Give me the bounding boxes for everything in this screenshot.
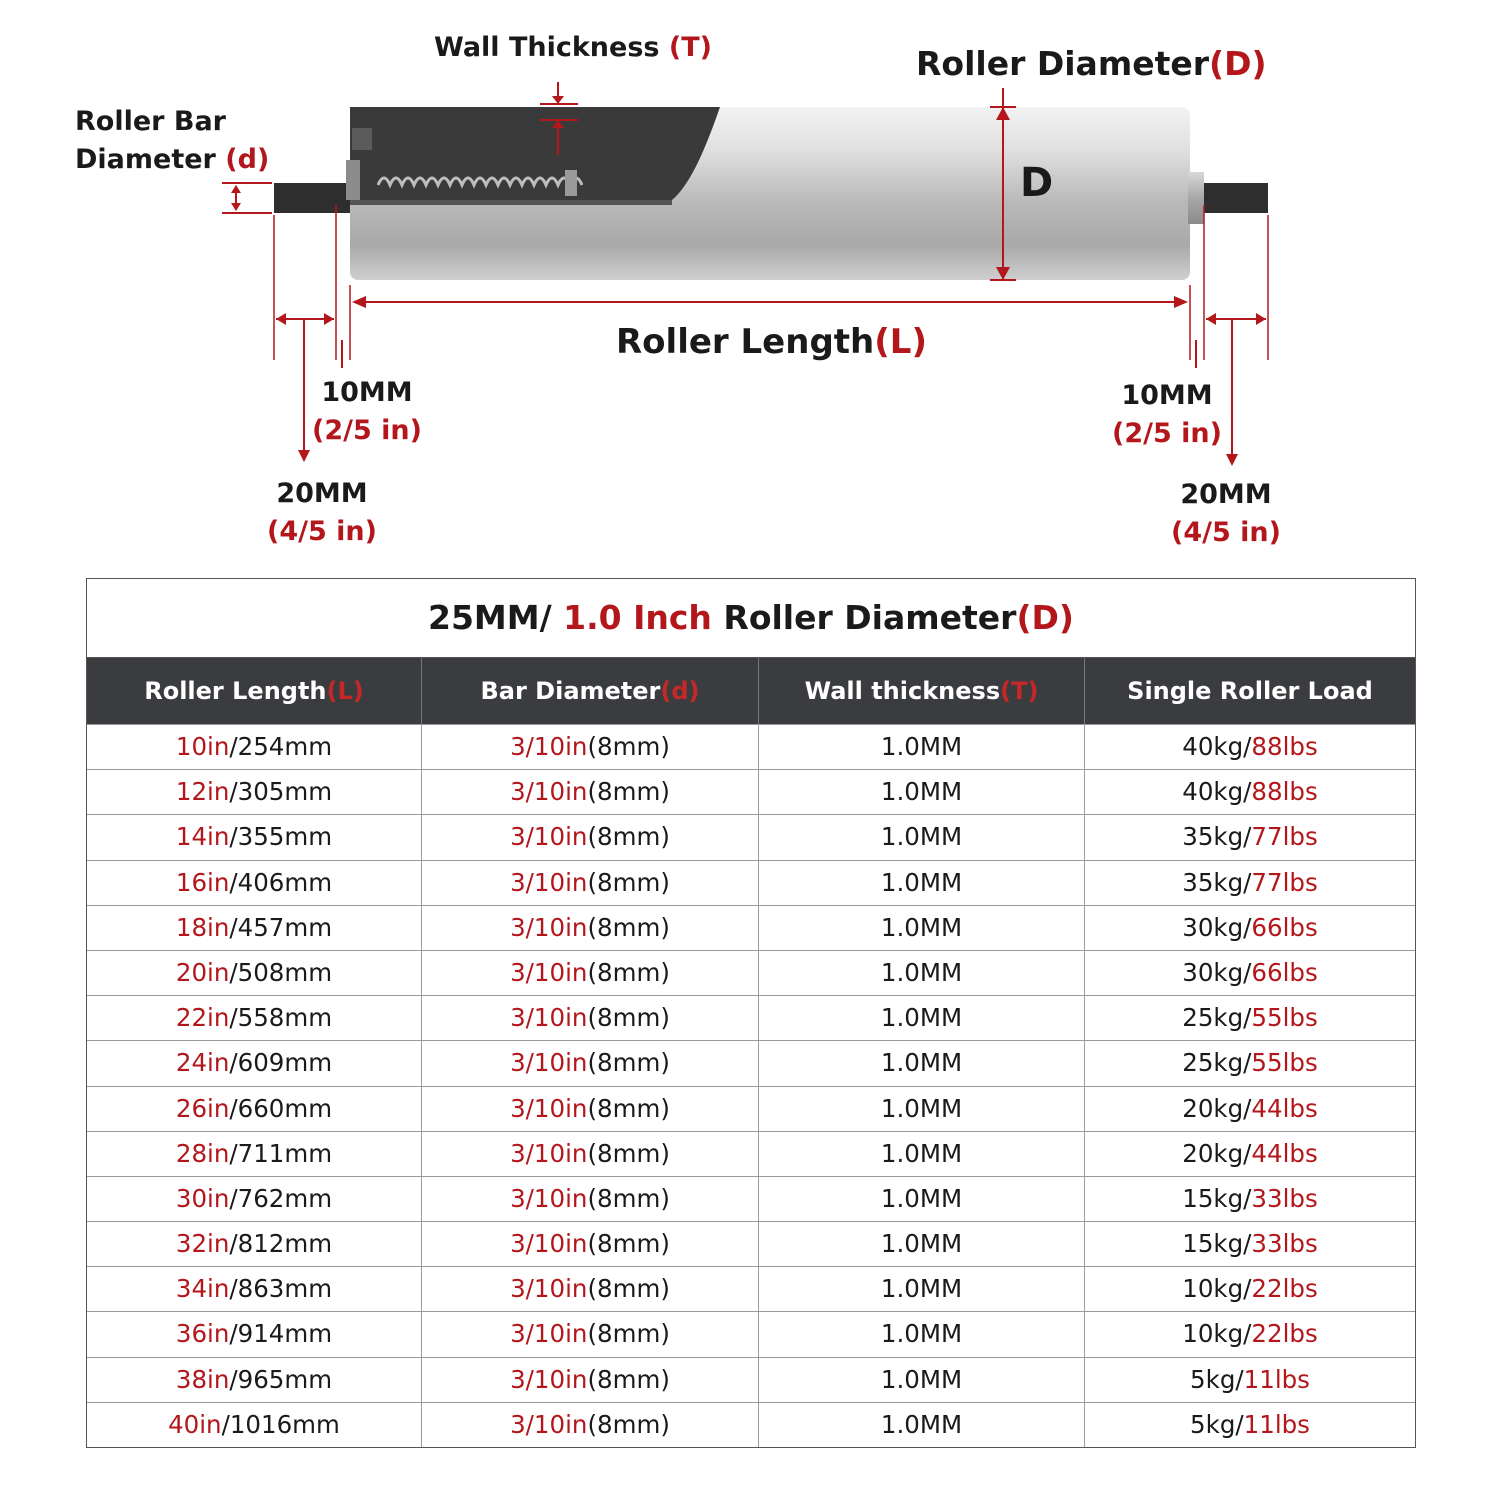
cell-roller-length: 24in/609mm bbox=[87, 1041, 422, 1085]
cell-single-roller-load: 30kg/66lbs bbox=[1182, 912, 1318, 942]
cell-bar-diameter: 3/10in(8mm) bbox=[422, 996, 759, 1040]
table-row bbox=[87, 950, 1415, 995]
cell-wall-thickness: 1.0MM bbox=[759, 1041, 1085, 1085]
cell-roller-length: 28in/711mm bbox=[87, 1132, 422, 1176]
cell-bar-diameter: 3/10in(8mm) bbox=[422, 770, 759, 814]
cell-roller-length: 22in/558mm bbox=[87, 996, 422, 1040]
cell-wall-thickness: 1.0MM bbox=[759, 815, 1085, 859]
cell-bar-diameter: 3/10in(8mm) bbox=[422, 951, 759, 995]
axle-left bbox=[274, 183, 354, 213]
table-row bbox=[87, 1266, 1415, 1311]
cell-bar-diameter: 3/10in(8mm) bbox=[422, 906, 759, 950]
cell-single-roller-load: 15kg/33lbs bbox=[1182, 1229, 1318, 1259]
cell-bar-diameter: 3/10in(8mm) bbox=[422, 1403, 759, 1447]
cell-bar-diameter: 3/10in(8mm) bbox=[422, 1312, 759, 1356]
cell-wall-thickness: 1.0MM bbox=[759, 1403, 1085, 1447]
header-roller-length: Roller Length(L) bbox=[87, 658, 422, 724]
cell-roller-length: 32in/812mm bbox=[87, 1222, 422, 1266]
cell-single-roller-load: 10kg/22lbs bbox=[1182, 1274, 1318, 1304]
cell-wall-thickness: 1.0MM bbox=[759, 906, 1085, 950]
table-title: 25MM/ 1.0 Inch Roller Diameter(D) bbox=[87, 579, 1415, 658]
header-bar-diameter: Bar Diameter(d) bbox=[422, 658, 759, 724]
cell-roller-length: 12in/305mm bbox=[87, 770, 422, 814]
cell-bar-diameter: 3/10in(8mm) bbox=[422, 1267, 759, 1311]
right-outer-offset-label: 20MM (4/5 in) bbox=[1171, 479, 1281, 548]
cell-wall-thickness: 1.0MM bbox=[759, 725, 1085, 769]
header-single-roller-load: Single Roller Load bbox=[1127, 677, 1373, 705]
cell-roller-length: 40in/1016mm bbox=[87, 1403, 422, 1447]
cell-wall-thickness: 1.0MM bbox=[759, 1222, 1085, 1266]
header-wall-thickness: Wall thickness(T) bbox=[759, 658, 1085, 724]
cell-bar-diameter: 3/10in(8mm) bbox=[422, 1041, 759, 1085]
cell-single-roller-load: 35kg/77lbs bbox=[1182, 867, 1318, 897]
cell-bar-diameter: 3/10in(8mm) bbox=[422, 815, 759, 859]
table-row bbox=[87, 724, 1415, 769]
diameter-marker: D bbox=[1020, 160, 1054, 206]
table-row bbox=[87, 1311, 1415, 1356]
end-cap-left bbox=[346, 160, 360, 200]
left-inner-offset-label: 10MM (2/5 in) bbox=[312, 377, 422, 446]
table-body bbox=[87, 724, 1415, 1447]
end-cap-right bbox=[1188, 172, 1204, 224]
cell-single-roller-load: 25kg/55lbs bbox=[1182, 1048, 1318, 1078]
cell-roller-length: 10in/254mm bbox=[87, 725, 422, 769]
cell-single-roller-load: 40kg/88lbs bbox=[1182, 732, 1318, 761]
cell-bar-diameter: 3/10in(8mm) bbox=[422, 861, 759, 905]
table-row bbox=[87, 1357, 1415, 1402]
cell-bar-diameter: 3/10in(8mm) bbox=[422, 1177, 759, 1221]
cell-single-roller-load: 25kg/55lbs bbox=[1182, 1003, 1318, 1033]
table-row bbox=[87, 814, 1415, 859]
cell-wall-thickness: 1.0MM bbox=[759, 1132, 1085, 1176]
table-row bbox=[87, 905, 1415, 950]
cell-single-roller-load: 35kg/77lbs bbox=[1182, 822, 1318, 852]
cell-roller-length: 26in/660mm bbox=[87, 1087, 422, 1131]
bar-diameter-dimension bbox=[222, 183, 272, 213]
cell-bar-diameter: 3/10in(8mm) bbox=[422, 725, 759, 769]
axle-right bbox=[1200, 183, 1268, 213]
roller-diameter-label: Roller Diameter(D) bbox=[916, 44, 1267, 83]
cell-roller-length: 38in/965mm bbox=[87, 1358, 422, 1402]
spec-table bbox=[86, 578, 1416, 1448]
cell-wall-thickness: 1.0MM bbox=[759, 770, 1085, 814]
cell-roller-length: 16in/406mm bbox=[87, 861, 422, 905]
table-row bbox=[87, 1086, 1415, 1131]
wall-thickness-label: Wall Thickness (T) bbox=[434, 32, 712, 63]
cell-bar-diameter: 3/10in(8mm) bbox=[422, 1222, 759, 1266]
cell-single-roller-load: 10kg/22lbs bbox=[1182, 1319, 1318, 1349]
cell-single-roller-load: 20kg/44lbs bbox=[1182, 1093, 1318, 1123]
cell-wall-thickness: 1.0MM bbox=[759, 1267, 1085, 1311]
roller-length-label: Roller Length(L) bbox=[616, 322, 927, 362]
cell-roller-length: 36in/914mm bbox=[87, 1312, 422, 1356]
table-row bbox=[87, 1221, 1415, 1266]
left-outer-offset-label: 20MM (4/5 in) bbox=[267, 478, 377, 547]
cell-wall-thickness: 1.0MM bbox=[759, 1358, 1085, 1402]
table-row bbox=[87, 860, 1415, 905]
cell-single-roller-load: 15kg/33lbs bbox=[1182, 1183, 1318, 1213]
cell-wall-thickness: 1.0MM bbox=[759, 1087, 1085, 1131]
table-row bbox=[87, 769, 1415, 814]
table-row bbox=[87, 1402, 1415, 1447]
cell-roller-length: 14in/355mm bbox=[87, 815, 422, 859]
cell-wall-thickness: 1.0MM bbox=[759, 996, 1085, 1040]
table-header bbox=[87, 658, 1415, 724]
cell-single-roller-load: 5kg/11lbs bbox=[1190, 1409, 1310, 1439]
table-row bbox=[87, 1176, 1415, 1221]
cell-single-roller-load: 40kg/88lbs bbox=[1182, 777, 1318, 807]
cell-wall-thickness: 1.0MM bbox=[759, 861, 1085, 905]
cell-wall-thickness: 1.0MM bbox=[759, 1312, 1085, 1356]
cell-bar-diameter: 3/10in(8mm) bbox=[422, 1087, 759, 1131]
cell-wall-thickness: 1.0MM bbox=[759, 951, 1085, 995]
cell-bar-diameter: 3/10in(8mm) bbox=[422, 1358, 759, 1402]
cell-single-roller-load: 20kg/44lbs bbox=[1182, 1138, 1318, 1168]
cell-single-roller-load: 30kg/66lbs bbox=[1182, 957, 1318, 987]
bar-diameter-label: Roller Bar Diameter (d) bbox=[75, 106, 270, 175]
cell-roller-length: 30in/762mm bbox=[87, 1177, 422, 1221]
cell-roller-length: 18in/457mm bbox=[87, 906, 422, 950]
cell-wall-thickness: 1.0MM bbox=[759, 1177, 1085, 1221]
right-inner-offset-label: 10MM (2/5 in) bbox=[1112, 380, 1222, 449]
cell-bar-diameter: 3/10in(8mm) bbox=[422, 1132, 759, 1176]
table-row bbox=[87, 1131, 1415, 1176]
cell-roller-length: 34in/863mm bbox=[87, 1267, 422, 1311]
table-row bbox=[87, 1040, 1415, 1085]
table-row bbox=[87, 995, 1415, 1040]
cell-single-roller-load: 5kg/11lbs bbox=[1190, 1364, 1310, 1394]
cell-roller-length: 20in/508mm bbox=[87, 951, 422, 995]
